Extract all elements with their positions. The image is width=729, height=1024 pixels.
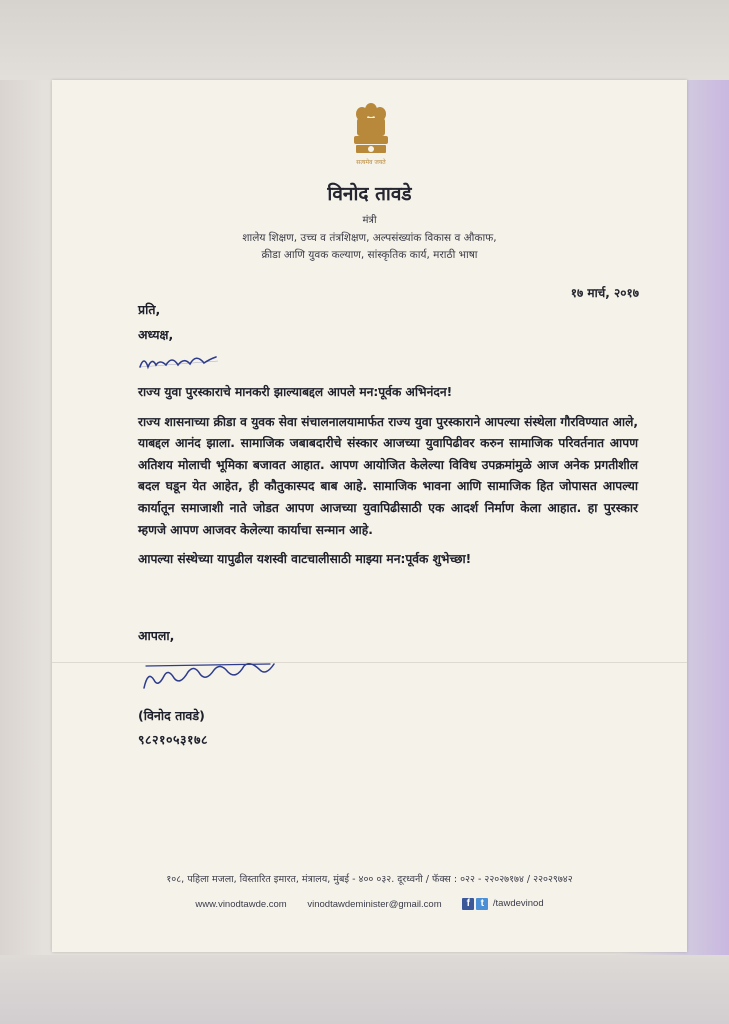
- email-link[interactable]: vinodtawdeminister@gmail.com: [307, 898, 442, 910]
- phone-number: ९८२१०५३१७८: [138, 732, 209, 747]
- twitter-icon[interactable]: t: [476, 898, 488, 910]
- body-paragraph-1: राज्य युवा पुरस्काराचे मानकरी झाल्याबद्दल आपले मन:पूर्वक अभिनंदन!: [138, 385, 453, 399]
- letterhead-portfolio: [52, 230, 687, 264]
- letter-date: १७ मार्च, २०१७: [570, 286, 639, 300]
- scan-background-top: [0, 0, 729, 80]
- portfolio-line-2: क्रीडा आणि युवक कल्याण, सांस्कृतिक कार्य, मराठी भाषा: [261, 249, 478, 261]
- scan-background-bottom: [0, 955, 729, 1024]
- social-handle[interactable]: /tawdevinod: [492, 898, 544, 909]
- facebook-icon[interactable]: f: [462, 898, 474, 910]
- letterhead-role: मंत्री: [362, 215, 377, 226]
- addressee: अध्यक्ष,: [138, 327, 174, 342]
- letter-body: [138, 382, 638, 579]
- letterhead-name: विनोद तावडे: [327, 183, 412, 205]
- closing-aapla: आपला,: [138, 628, 175, 643]
- handwritten-addressee-name: [138, 347, 258, 377]
- website-link[interactable]: www.vinodtawde.com: [195, 898, 287, 910]
- body-paragraph-3: आपल्या संस्थेच्या यापुढील यशस्वी वाटचालीसाठी माझ्या मन:पूर्वक शुभेच्छा!: [138, 552, 472, 567]
- body-paragraph-2: राज्य शासनाच्या क्रीडा व युवक सेवा संचालनालयामार्फत राज्य युवा पुरस्काराने आपल्या संस्थेला गौरविण्यात आले, याबद्दल आनंद झाला. सामाजिक जबाबदारीचे संस्कार आजच्या युवापिढीवर करुन सामाजिक परिवर्तनात आपण अतिशय मोलाची भूमिका बजावत आहात. आपण आयोजित केलेल्या विविध उपक्रमांमुळे आज अनेक प्रगतीशील बदल घडून येत आहेत, ही कौतुकास्पद बाब आहे. सामाजिक भावना आणि सामाजिक हित जोपासत आपल्या कार्यातून समाजाशी नाते जोडत आपण आजच्या युवापिढीसाठी एक आदर्श निर्माण केला आहात. हा पुरस्कार म्हणजे आपण आजवर केलेल्या कार्याचा सन्मान आहे.: [138, 414, 638, 537]
- footer-links: [52, 898, 687, 910]
- portfolio-line-1: शालेय शिक्षण, उच्च व तंत्रशिक्षण, अल्पसंख्यांक विकास व औकाफ,: [242, 232, 497, 244]
- emblem-motto: सत्यमेव जयते: [356, 159, 386, 166]
- salutation-prati: प्रति,: [138, 302, 161, 317]
- signatory-name: (विनोद तावडे): [138, 708, 205, 723]
- state-emblem-icon: [348, 100, 394, 170]
- social-links: [462, 898, 543, 910]
- signature: [140, 658, 280, 700]
- letter-sheet: [52, 80, 687, 952]
- footer-address: १०८, पहिला मजला, विस्तारित इमारत, मंत्रालय, मुंबई - ४०० ०३२. दूरध्वनी / फॅक्स : ०२२ - २२०२७१७४ / २२०२९७४२: [166, 874, 573, 885]
